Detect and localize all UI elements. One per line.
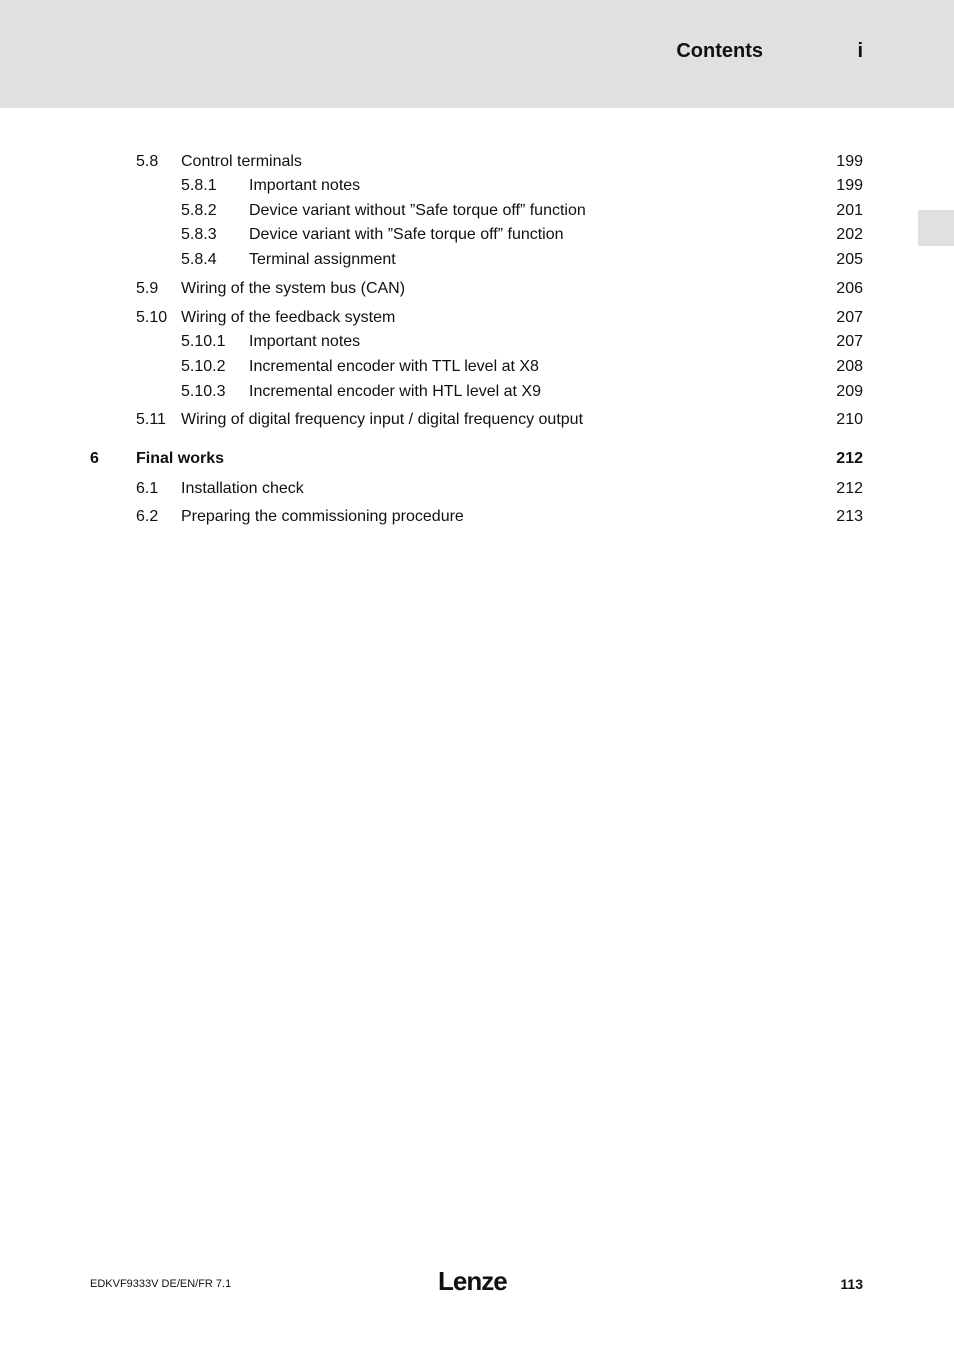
toc-entry-page: 206 [836,280,863,297]
toc-entry-number: 5.11 [136,411,166,428]
toc-entry-title: Important notes [249,331,365,353]
toc-entry-title: Device variant without ”Safe torque off” function [249,200,591,222]
toc-entry-number: 5.10.1 [181,333,226,350]
toc-entry-page: 207 [836,309,863,326]
toc-entry-number: 6.2 [136,508,159,525]
toc-entry-number: 6 [90,450,99,467]
toc-entry-title: Important notes [249,175,365,197]
document-code: EDKVF9333V DE/EN/FR 7.1 [90,1278,232,1290]
toc-entry-number: 5.8.2 [181,202,217,219]
toc-entry-number: 6.1 [136,480,159,497]
toc-entry-title: Terminal assignment [249,249,401,271]
toc-entry-title: Wiring of the feedback system [181,307,407,329]
toc-entry-page: 199 [836,177,863,194]
toc-entry-number: 5.9 [136,280,159,297]
chapter-marker: i [857,40,863,62]
toc-entry-page: 202 [836,226,863,243]
toc-entry-title: Incremental encoder with TTL level at X8 [249,356,544,378]
toc-entry-title: Final works [136,448,229,470]
toc-entry-number: 5.8 [136,153,159,170]
toc-entry-title: Installation check [181,478,309,500]
page-number: 113 [840,1276,863,1292]
lenze-logo: Lenze [438,1266,507,1296]
toc-entry-page: 208 [836,358,863,375]
toc-entry-page: 212 [836,480,863,497]
toc-entry-number: 5.10.3 [181,383,226,400]
page-title: Contents [676,40,763,62]
toc-entry-number: 5.8.3 [181,226,217,243]
toc-entry-page: 201 [836,202,863,219]
toc-entry-page: 209 [836,383,863,400]
toc-entry-page: 205 [836,251,863,268]
toc-entry-number: 5.10.2 [181,358,226,375]
toc-entry-title: Wiring of the system bus (CAN) [181,278,417,300]
toc-entry-page: 213 [836,508,863,525]
toc-entry-number: 5.8.4 [181,251,217,268]
toc-entry-title: Wiring of digital frequency input / digital frequency output [181,409,595,431]
header-band [0,0,954,108]
toc-entry-page: 212 [836,450,863,467]
toc-entry-title: Device variant with ”Safe torque off” function [249,224,569,246]
toc-entry-page: 199 [836,153,863,170]
toc-entry-title: Incremental encoder with HTL level at X9 [249,381,546,403]
side-tab-marker [918,210,954,246]
toc-entry-page: 210 [836,411,863,428]
toc-entry-number: 5.8.1 [181,177,217,194]
toc-entry-title: Control terminals [181,151,307,173]
toc-entry-title: Preparing the commissioning procedure [181,506,476,528]
toc-entry-page: 207 [836,333,863,350]
toc-entry-number: 5.10 [136,309,168,326]
